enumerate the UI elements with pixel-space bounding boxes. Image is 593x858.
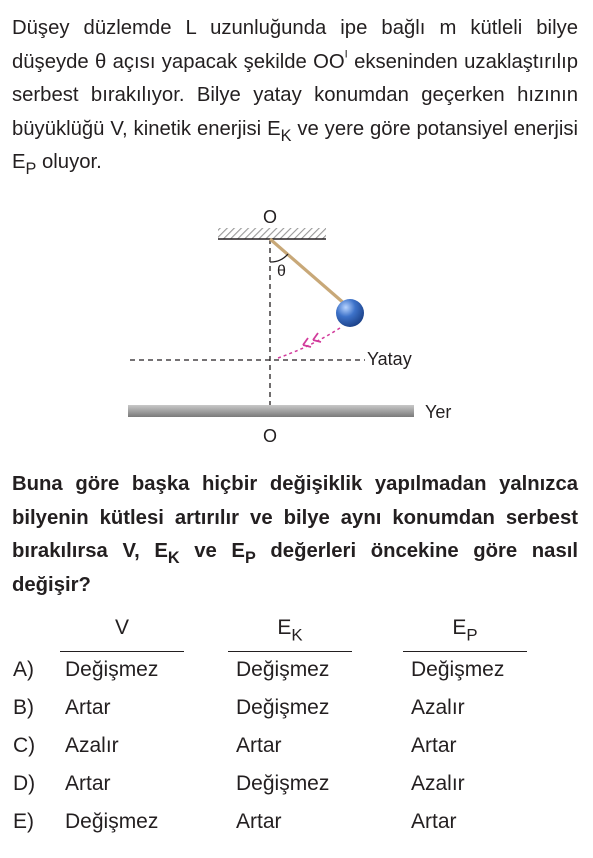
option-label: B): [13, 696, 34, 719]
option-ep: Değişmez: [411, 658, 505, 681]
header-underline-v: [60, 651, 184, 652]
ceiling-support: [218, 228, 326, 239]
option-ep: Azalır: [411, 772, 465, 795]
question-text-2: ve E: [179, 540, 245, 562]
option-d[interactable]: [0, 772, 593, 804]
horizontal-label: Yatay: [367, 349, 412, 369]
option-a[interactable]: [0, 658, 593, 690]
option-label: A): [13, 658, 34, 681]
ball: [336, 299, 364, 327]
option-e[interactable]: [0, 810, 593, 842]
prime-mark: I: [344, 47, 348, 60]
option-ek: Değişmez: [236, 696, 330, 719]
motion-arrow-2: [303, 338, 311, 347]
problem-statement: [12, 12, 578, 180]
intro-text-2: açısı yapacak şekilde OO: [106, 50, 345, 73]
option-label: E): [13, 810, 34, 833]
intro-text-5: oluyor.: [36, 151, 102, 173]
option-v: Artar: [65, 696, 111, 719]
header-ep-letter: E: [452, 616, 467, 639]
intro-text-3: ekseninden uzaklaştırılıp serbest bırakılıyor. Bilye yatay konumdan geçerken hızının büyüklüğü V, kinetik enerjisi E: [12, 50, 579, 140]
option-v: Değişmez: [65, 658, 159, 681]
option-b[interactable]: [0, 696, 593, 728]
question-text-3: değerleri öncekine göre nasıl değişir?: [12, 540, 579, 596]
header-v: V: [114, 616, 129, 639]
header-underline-ek: [228, 651, 352, 652]
subscript-k: K: [280, 126, 292, 145]
motion-path: [278, 328, 340, 358]
question-text: [12, 468, 578, 602]
ground-bar: [128, 405, 414, 417]
option-v: Değişmez: [65, 810, 159, 833]
option-ek: Artar: [236, 810, 282, 833]
subscript-p: P: [25, 160, 37, 179]
option-label: C): [13, 734, 36, 757]
theta-symbol: θ: [95, 50, 107, 73]
option-ep: Artar: [411, 810, 457, 833]
header-ek-subscript: K: [291, 625, 303, 645]
option-v: Artar: [65, 772, 111, 795]
header-ek-letter: E: [277, 616, 292, 639]
header-ep-subscript: P: [466, 625, 478, 645]
header-ek: [228, 616, 352, 645]
ground-label: Yer: [425, 402, 452, 422]
angle-arc: [270, 254, 288, 262]
option-ep: Artar: [411, 734, 457, 757]
question-subscript-p: P: [244, 549, 256, 568]
question-subscript-k: K: [167, 549, 180, 568]
option-c[interactable]: [0, 734, 593, 766]
angle-label: θ: [277, 263, 286, 280]
top-point-label: O: [263, 207, 278, 227]
bottom-point-label: O: [263, 426, 278, 446]
option-ek: Artar: [236, 734, 282, 757]
intro-text-1: Düşey düzlemde L uzunluğunda ipe bağlı m kütleli bilye düşeyde: [12, 17, 578, 73]
option-ek: Değişmez: [236, 772, 330, 795]
option-label: D): [13, 772, 36, 795]
question-text-1: Buna göre başka hiçbir değişiklik yapılmadan yalnızca bilyenin kütlesi artırılır ve bilye aynı konumdan serbest bırakılırsa V, E: [12, 473, 578, 562]
pendulum-figure: [0, 200, 593, 450]
answer-table: [0, 610, 593, 850]
header-underline-ep: [403, 651, 527, 652]
motion-arrow-1: [313, 333, 321, 342]
option-ep: Azalır: [411, 696, 465, 719]
option-ek: Değişmez: [236, 658, 330, 681]
pendulum-diagram: [0, 200, 593, 450]
header-ep: [403, 616, 527, 645]
intro-text-4: ve yere göre potansiyel enerjisi E: [12, 117, 578, 173]
option-v: Azalır: [65, 734, 119, 757]
